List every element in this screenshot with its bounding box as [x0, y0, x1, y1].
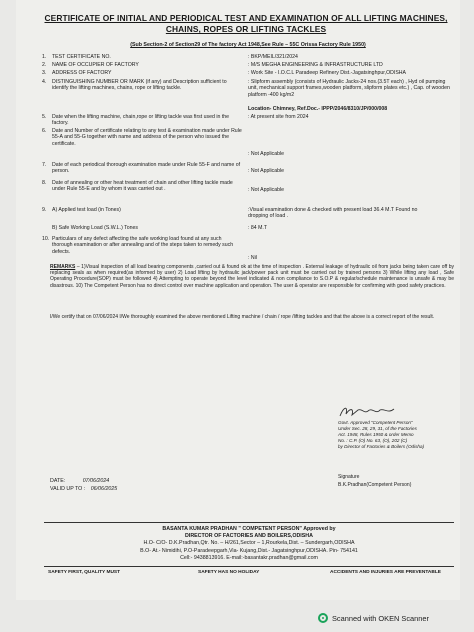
- item-label-swl: B) Safe Working Load (S.W.L.) Tones: [52, 225, 139, 231]
- item-number: 2.: [42, 62, 47, 68]
- footer-name: BASANTA KUMAR PRADHAN " COMPETENT PERSON" Approved by: [162, 526, 336, 532]
- valid-value: 06/06/2025: [90, 486, 118, 492]
- item-number: 5.: [42, 114, 47, 120]
- motto-right: ACCIDENTS AND INJURIES ARE PREVENTABLE: [330, 570, 441, 575]
- date-label: DATE:: [50, 478, 66, 484]
- item-number: 1.: [42, 54, 47, 60]
- scanner-text: Scanned with OKEN Scanner: [332, 613, 429, 623]
- item-value: : Nil: [248, 255, 257, 261]
- motto-middle: SAFETY HAS NO HOLIDAY: [198, 570, 260, 575]
- item-label: A) Applied test load (in Tones): [52, 207, 121, 213]
- item-number: 8.: [42, 180, 47, 186]
- date-row: [50, 478, 109, 484]
- remarks-body: – 1)Visual inspection of all load bearing components ,carried out & found ok at the time of inspection . External leakage of hydraulic oil from jacks being taken care off by replacing seals as when required(as informed by user) 2) Load lifting by hydraulic jack/power pack unit must be carried out by trained persons 3) While lifting any load , Safe Operating Procedure(SOP) must be followed 4) Attempting to operate beyond the level indicated & non compliance to S.O.P & regular/schedule maintenance is unsafe & may be disastrous. 10) The Competent Person has no direct control over machine application and operation. The user & operator are responsible for confirming with good safety practices.: [50, 264, 454, 289]
- certification-statement: I/We certify that on 07/06/2024 I/We thoroughly examined the above mentioned Lifting machine / chain / rope /lifting tackles and that the above is a correct report of the result.: [50, 314, 435, 320]
- approval-stamp: [338, 420, 456, 450]
- item-value-swl: : 84 M.T: [248, 225, 268, 231]
- stamp-line: No. : C.P. (O) No. 63, (O), 202 (C): [338, 438, 408, 443]
- scanner-watermark: [318, 613, 429, 623]
- item-value: : At present site from 2024: [248, 114, 309, 120]
- item-value: : Slipform assembly (consists of Hydraulic Jacks-24 nos.(3.5T each) , Hyd oil pumping unit, mechanical support frames,wooden platform, slipform plates etc.) , Cap. of wooden platform -400 kg/m2: [248, 79, 450, 98]
- item-value: :Visual examination done & checked with present load 36.4 M.T Found no dropping of load .: [248, 207, 418, 220]
- stamp-line: by Director of Factories & Boilers (Odisha): [338, 444, 425, 449]
- remarks-paragraph: [50, 264, 454, 289]
- item-label: Date when the lifting machine, chain,rope or lifting tackle was first used in the factory.: [52, 114, 230, 127]
- scanner-logo-icon: [318, 613, 328, 623]
- item-value: : Work Site - I.O.C.L Paradeep Refinery Dist.-Jagatsinghpur,ODISHA: [248, 70, 406, 76]
- item-value: : M/S MEGHA ENGINEERING & INFRASTRUCTURE LTD: [248, 62, 383, 68]
- valid-row: [50, 486, 117, 492]
- footer-org: DIRECTOR OF FACTORIES AND BOILERS,ODISHA: [185, 533, 313, 540]
- item-value: : Not Applicable: [248, 187, 285, 193]
- item-label: Date of annealing or other heat treatment of chain and other lifting tackle made under Rule 55-E and by whom it was carried out .: [52, 180, 233, 193]
- signature-icon: [338, 404, 398, 420]
- stamp-line: Act. 1948, Rules 1950 & order Memo: [338, 432, 414, 437]
- certificate-title: CERTIFICATE OF INITIAL AND PERIODICAL TEST AND EXAMINATION OF ALL LIFTING MACHINES, CHAINS, ROPES OR LIFTING TACKLES: [44, 13, 448, 34]
- item-number: 10.: [42, 236, 50, 242]
- footer-divider: [44, 522, 454, 523]
- item-value: : Not Applicable: [248, 168, 285, 174]
- item-location: Location- Chimney, Ref.Doc.- IPPP/2046/8310/JP/000/008: [248, 106, 388, 112]
- footer-address-bo: B.O- At.- Nimidihi, P.O-Paradeepgarh,Via- Kujang,Dist.- Jagatsinghpur,ODISHA. Pin- 754141: [140, 547, 358, 554]
- item-number: 4.: [42, 79, 47, 85]
- item-number: 3.: [42, 70, 47, 76]
- item-label: Date and Number of certificate relating to any test & examination made under Rule 55-A and 55-G together with name and address of the person who issued the certificate.: [52, 128, 242, 147]
- motto-left: SAFETY FIRST, QUALITY MUST: [48, 570, 121, 575]
- item-label: ADDRESS OF FACTORY: [52, 70, 112, 76]
- footer-block: [44, 526, 454, 562]
- date-value: 07/06/2024: [82, 478, 110, 484]
- stamp-line: Under Sec. 28, 29, 31, of the Factories: [338, 426, 417, 431]
- item-label: TEST CERTIFICATE NO.: [52, 54, 111, 60]
- item-value: : Not Applicable: [248, 151, 285, 157]
- item-label: NAME OF OCCUPIER OF FACTORY: [52, 62, 139, 68]
- item-label: Particulars of any defect affecting the safe working load found at any such thorough examination or after annealing and of the steps taken to remedy such defects.: [52, 236, 234, 255]
- item-number: 7.: [42, 162, 47, 168]
- footer-divider-bottom: [44, 566, 454, 567]
- footer-address-ho: H.O- C/O- D.K.Pradhan,Qtr. No. – H/261,Sector – 1,Rourkela,Dist. – Sundergarh,ODISHA: [143, 540, 355, 547]
- certificate-subtitle: (Sub Section-2 of Section29 of The factory Act 1948,See Rule – 55C Orissa Factory Rule 1950): [130, 42, 366, 48]
- item-number: 6.: [42, 128, 47, 134]
- stamp-line: Govt. Approved "Competent Person": [338, 420, 413, 425]
- signatory-name: B.K.Pradhan(Competent Person): [338, 482, 412, 488]
- item-label: Date of each periodical thorough examination made under Rule 55-F and name of person.: [52, 162, 241, 175]
- item-label: DISTINGUISHING NUMBER OR MARK (if any) and Description sufficient to identify the lifting machines, chains, rope or lifting tackle.: [52, 79, 227, 92]
- item-number: 9.: [42, 207, 47, 213]
- signature-label: Signature: [338, 474, 360, 480]
- footer-contact: Cell:- 9438813916. E-mail:-basantakr.pradhan@gmail.com: [180, 554, 318, 561]
- item-value: : BKP/MEIL/321/2024: [248, 54, 298, 60]
- remarks-heading: REMARKS: [50, 264, 76, 270]
- valid-label: VALID UP TO :: [50, 486, 86, 492]
- document-page: [16, 0, 460, 600]
